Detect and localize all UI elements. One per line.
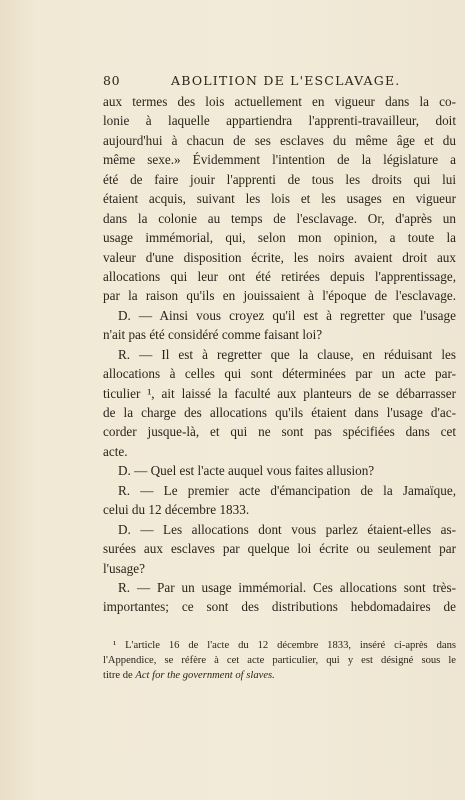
text-line: surées aux esclaves par quelque loi écrite ou seulement par (103, 541, 456, 557)
text-line: ticulier ¹, ait laissé la faculté aux planteurs de se débarrasser (103, 385, 456, 401)
answer-line: R. — Le premier acte d'émancipation de la Jamaïque, (118, 482, 456, 498)
text-line: même sexe.» Évidemment l'intention de la législature a (103, 152, 456, 168)
text-line: corder jusque-là, et qui ne sont pas spécifiées dans cet (103, 424, 456, 440)
text-line: de la charge des allocations qu'ils étaient dans l'usage d'ac- (103, 405, 456, 420)
text-line: valeur d'une disposition écrite, les noirs avaient droit aux (103, 249, 456, 265)
text-line: acte. (103, 443, 128, 459)
text-line: aujourd'hui à chacun de ses esclaves du même âge et du (103, 132, 456, 148)
footnote-act-title: Act for the government of slaves. (135, 670, 275, 682)
text-line: allocations qui leur ont été retirées depuis l'apprentissage, (103, 268, 456, 284)
text-line: lonie à laquelle appartiendra l'apprenti-travailleur, doit (103, 113, 456, 129)
text-line: l'usage? (103, 560, 145, 576)
text-line: été de faire jouir l'apprenti de tous les droits qui lui (103, 171, 456, 187)
answer-line: R. — Par un usage immémorial. Ces allocations sont très- (118, 579, 456, 595)
running-title: ABOLITION DE L'ESCLAVAGE. (171, 73, 401, 88)
footnote-text: titre de (103, 670, 136, 682)
text-line: par la raison qu'ils en jouissaient à l'époque de l'esclavage. (103, 288, 456, 304)
text-line: étaient acquis, suivant les lois et les usages en vigueur (103, 191, 456, 207)
text-line: aux termes des lois actuellement en vigueur dans la co- (103, 94, 456, 109)
question-line: D. — Les allocations dont vous parlez étaient-elles as- (118, 521, 456, 537)
answer-line: R. — Il est à regretter que la clause, en réduisant les (118, 346, 456, 362)
text-line: importantes; ce sont des distributions hebdomadaires de (103, 599, 456, 615)
footnote (103, 638, 456, 684)
footnote-line: ¹ L'article 16 de l'acte du 12 décembre 1833, inséré ci-après dans (113, 640, 456, 651)
running-header (103, 73, 455, 91)
footnote-line: l'Appendice, se réfère à cet acte particulier, qui y est désigné sous le (103, 655, 456, 667)
footnote-line (103, 668, 456, 683)
text-line: allocations à celles qui sont déterminées par un acte par- (103, 366, 456, 382)
text-line: n'ait pas été considéré comme faisant loi? (103, 327, 323, 343)
text-line: usage immémorial, qui, selon mon opinion, a toute la (103, 230, 456, 246)
page-number: 80 (103, 73, 121, 88)
question-line: D. — Quel est l'acte auquel vous faites allusion? (118, 463, 375, 479)
body-text (103, 92, 456, 617)
text-line: celui du 12 décembre 1833. (103, 502, 250, 518)
text-line: dans la colonie au temps de l'esclavage. Or, d'après un (103, 210, 456, 226)
question-line: D. — Ainsi vous croyez qu'il est à regretter que l'usage (118, 307, 456, 323)
